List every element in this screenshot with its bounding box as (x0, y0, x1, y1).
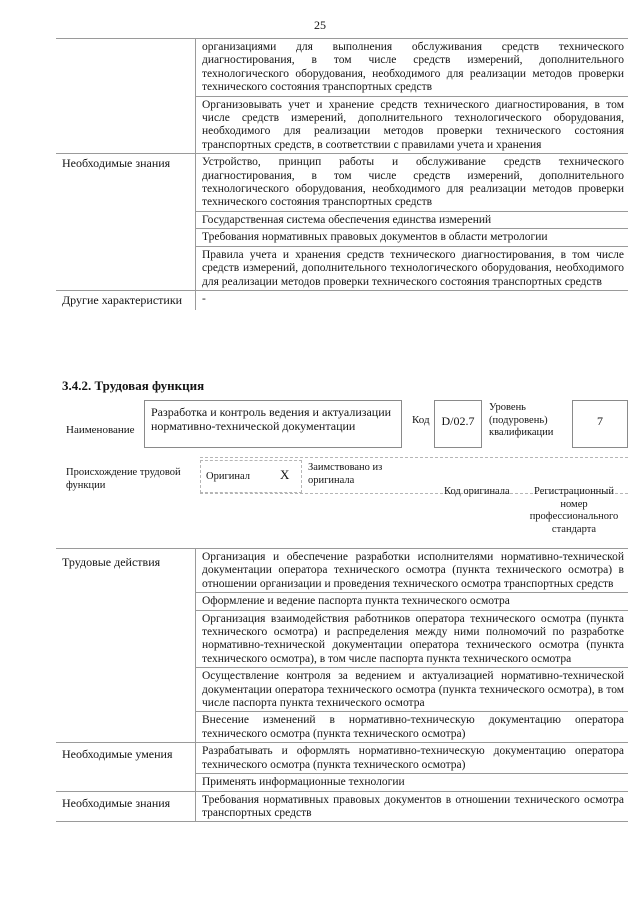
labor-actions-label: Трудовые действия (56, 549, 196, 742)
labor-action-cell: Внесение изменений в нормативно-техническую документацию оператора технического осмотра (пункта технического осмотра) (202, 714, 624, 740)
knowledge-cell: Требования нормативных правовых документов в области метрологии (196, 229, 628, 246)
skill-cell: Организовывать учет и хранение средств технического диагностирования, в том числе средств измерений, дополнительного технологического оборудования, необходимого для реализации методов проверки технического состояния транспортных средств, в соответствии с правилами учета и хранения (202, 98, 624, 151)
code-original-label: Код оригинала (444, 486, 510, 497)
skill-cell: организациями для выполнения обслуживания средств технического диагностирования, в том числе средств измерений, дополнительного технологического оборудования, необходимого для реализации методов проверки технического состояния транспортных средств (196, 39, 628, 97)
qualification-level-value: 7 (597, 414, 603, 428)
labor-action-cell: Организация и обеспечение разработки исполнителями нормативно-технической документации оператора технического осмотра (пункта технического осмотра) в отношении организации и проведения технического осмотра транспортных средств (196, 549, 628, 593)
knowledge-cell: Устройство, принцип работы и обслуживание средств технического диагностирования, в том числе средств измерений, дополнительного технологического оборудования, необходимого для реализации методов проверки технического состояния транспортных средств (196, 154, 628, 212)
knowledge-row-bottom (56, 792, 628, 823)
knowledge-label-bottom: Необходимые знания (56, 792, 196, 822)
skills-row (56, 743, 628, 791)
function-name-value: Разработка и контроль ведения и актуализации нормативно-технической документации (151, 405, 392, 433)
name-label: Наименование (66, 424, 135, 436)
borrowed-label: Заимствовано из оригинала (308, 462, 383, 486)
labor-action-cell: Оформление и ведение паспорта пункта технического осмотра (196, 593, 628, 610)
skill-cell: Разрабатывать и оформлять нормативно-техническую документацию оператора технического осмотра (пункта технического осмотра) (196, 743, 628, 774)
labor-function-table (56, 548, 628, 822)
knowledge-cell: Требования нормативных правовых документов в отношении технического осмотра транспортных средств (202, 793, 624, 819)
labor-actions-row (56, 549, 628, 743)
labor-action-cell: Организация взаимодействия работников оператора технического осмотра (пункта технического осмотра) и распределения между ними полномочий по разработке нормативно-технической документации оператора технического осмотра (пункта технического осмотра), в том числе паспорта пункта технического осмотра (196, 611, 628, 669)
knowledge-row (56, 154, 628, 291)
code-label: Код (412, 414, 430, 426)
code-value: D/02.7 (441, 414, 475, 428)
labor-action-cell: Осуществление контроля за ведением и актуализацией нормативно-технической документации оператора технического осмотра (пункта технического осмотра), в том числе паспорта пункта технического осмотра (196, 668, 628, 712)
original-mark: X (280, 467, 290, 482)
knowledge-cell: Государственная система обеспечения единства измерений (196, 212, 628, 229)
registration-number-label: Регистрационный номер профессионального стандарта (529, 486, 619, 535)
qualification-level-label: Уровень (подуровень) квалификации (489, 402, 554, 438)
original-label: Оригинал (206, 471, 250, 482)
skill-cell: Применять информационные технологии (202, 776, 405, 789)
other-characteristics-value: - (202, 292, 206, 305)
section-heading: 3.4.2. Трудовая функция (62, 378, 205, 393)
function-name-box (144, 400, 402, 448)
qualification-level-box (572, 400, 628, 448)
page-number: 25 (314, 18, 326, 32)
skills-continuation-label (56, 39, 196, 153)
other-characteristics-label: Другие характеристики (56, 291, 196, 310)
skills-continuation-row (56, 39, 628, 154)
origin-label: Происхождение трудовой функции (66, 467, 181, 491)
other-characteristics-row (56, 291, 628, 310)
skills-label: Необходимые умения (56, 743, 196, 790)
origin-top-line (200, 457, 628, 458)
knowledge-label: Необходимые знания (56, 154, 196, 290)
top-requirements-table (56, 38, 628, 310)
code-box (434, 400, 482, 448)
knowledge-cell: Правила учета и хранения средств технического диагностирования, в том числе средств измерений, дополнительного технологического оборудования, необходимого для реализации методов проверки технического состояния транспортных средств (202, 248, 624, 288)
